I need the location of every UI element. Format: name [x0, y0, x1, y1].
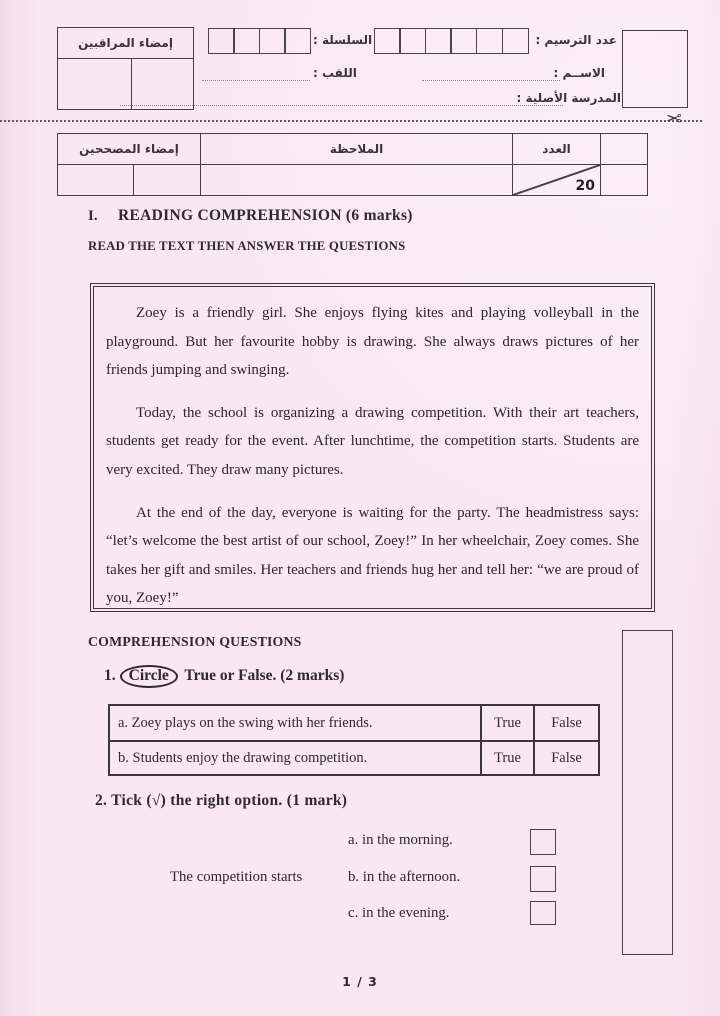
- invigilator-signature-cell: [58, 59, 132, 109]
- margin-marks-box: [622, 630, 673, 955]
- statement-a: a. Zoey plays on the swing with her friends.: [110, 706, 482, 740]
- remark-cell: [201, 165, 513, 195]
- option-b-label: b. in the afternoon.: [348, 869, 461, 885]
- correctors-signature-cells: [58, 165, 201, 195]
- option-c-checkbox: [530, 901, 556, 925]
- series-digit-box: [284, 28, 311, 54]
- surname-write-line: [202, 80, 310, 81]
- false-option-b: False: [551, 749, 582, 766]
- question-2-stem: The competition starts: [170, 869, 303, 885]
- series-digit-box: [208, 28, 235, 54]
- true-option-b: True: [482, 742, 535, 774]
- true-option-a: True: [482, 706, 535, 740]
- total-mark-value: 20: [575, 178, 595, 194]
- corrector-signature-cell: [58, 165, 134, 195]
- home-school-label: المدرسة الأصلية :: [516, 91, 621, 105]
- correctors-signature-header: إمضاء المصححين: [58, 134, 201, 164]
- page-number: 1 / 3: [342, 974, 378, 989]
- statement-b: b. Students enjoy the drawing competition.: [110, 742, 482, 774]
- series-digit-box: [259, 28, 286, 54]
- passage-paragraph-3: At the end of the day, everyone is waiting for the party. The headmistress says: “let’s welcome the best artist of our school, Zoey!” In her wheelchair, Zoey comes. She takes her gift and smiles. Her teachers and friends hug her and tell her: “we are proud of you, Zoey!”: [106, 504, 639, 607]
- series-label: السلسلة :: [313, 33, 373, 47]
- option-a-checkbox: [530, 829, 556, 855]
- marking-table-empty-cell: [601, 165, 647, 195]
- header-corner-box: [622, 30, 688, 108]
- true-false-row-b: [110, 740, 598, 774]
- series-boxes: [209, 28, 311, 54]
- invigilators-signature-box: [57, 27, 194, 110]
- remark-header: الملاحظة: [201, 134, 513, 164]
- surname-label: اللقب :: [313, 66, 357, 80]
- option-b-checkbox: [530, 866, 556, 892]
- section-subtitle: READ THE TEXT THEN ANSWER THE QUESTIONS: [88, 239, 406, 253]
- question-1-number: 1.: [104, 667, 116, 684]
- registration-number-boxes: [375, 28, 529, 54]
- section-numeral: I.: [88, 208, 98, 224]
- true-false-row-a: [110, 706, 598, 740]
- invigilators-signature-title: إمضاء المراقبين: [58, 28, 193, 59]
- option-c-label: c. in the evening.: [348, 905, 450, 921]
- marking-table-empty-header-cell: [601, 134, 647, 164]
- section-title: READING COMPREHENSION (6 marks): [118, 207, 413, 224]
- registration-digit-box: [425, 28, 452, 54]
- first-name-write-line: [422, 80, 560, 81]
- scissors-icon: ✂: [666, 109, 682, 130]
- invigilator-signature-cell: [132, 59, 193, 109]
- registration-digit-box: [399, 28, 426, 54]
- marking-table: [57, 133, 648, 196]
- registration-digit-box: [450, 28, 477, 54]
- first-name-label: الاســم :: [553, 66, 605, 80]
- corrector-signature-cell: [134, 165, 200, 195]
- passage-paragraph-1: Zoey is a friendly girl. She enjoys flying kites and playing volleyball in the playground. But her favourite hobby is drawing. She always draws pictures of her friends jumping and swinging.: [106, 305, 639, 379]
- mark-cell: [513, 165, 601, 195]
- cut-here-dotted-line: [0, 120, 702, 122]
- registration-digit-box: [502, 28, 529, 54]
- option-a-label: a. in the morning.: [348, 832, 453, 848]
- question-2-prompt: 2. Tick (√) the right option. (1 mark): [95, 792, 348, 809]
- registration-number-label: عدد الترسيم :: [535, 33, 617, 47]
- passage-paragraph-2: Today, the school is organizing a drawing competition. With their art teachers, students get ready for the event. After lunchtime, the competition starts. Students are very excited. They draw many pictures.: [106, 404, 639, 478]
- question-1-text: True or False. (2 marks): [184, 667, 345, 684]
- series-digit-box: [233, 28, 260, 54]
- registration-digit-box: [476, 28, 503, 54]
- mark-header: العدد: [513, 134, 601, 164]
- question-1-prompt: [104, 665, 344, 688]
- circled-word: Circle: [120, 665, 178, 688]
- false-option-a: False: [551, 714, 582, 731]
- true-false-table: [108, 704, 600, 776]
- comprehension-questions-heading: COMPREHENSION QUESTIONS: [88, 634, 302, 649]
- registration-digit-box: [374, 28, 401, 54]
- reading-passage-box: [90, 283, 655, 612]
